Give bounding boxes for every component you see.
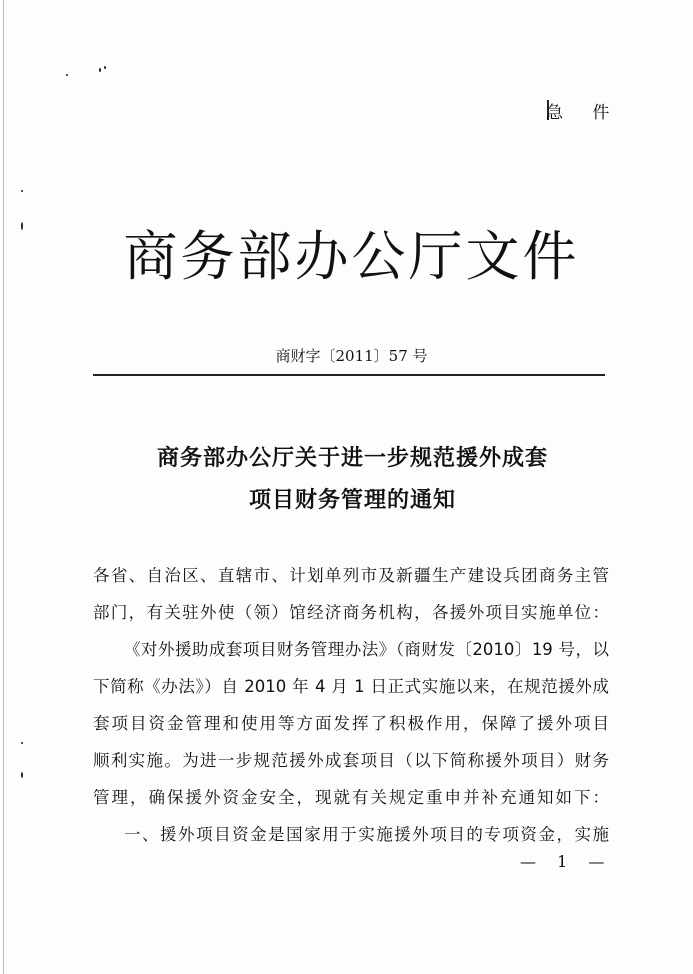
body-line: 顺利实施。为进一步规范援外成套项目（以下简称援外项目）财务 (93, 751, 609, 770)
body-line: 下简称《办法》）自 2010 年 4 月 1 日正式实施以来，在规范援外成 (93, 677, 609, 696)
body-line: 《对外援助成套项目财务管理办法》（商财发〔2010〕19 号，以 (124, 640, 609, 659)
issuing-authority-title: 商务部办公厅文件 (123, 225, 580, 288)
scan-speck (21, 772, 23, 778)
page-number: — 1 — (520, 852, 613, 871)
body-line: 部门，有关驻外使（领）馆经济商务机构，各援外项目实施单位： (93, 603, 609, 622)
document-number: 商财字〔2011〕57 号 (275, 347, 428, 365)
subject-line: 项目财务管理的通知 (248, 487, 456, 513)
header-divider (93, 374, 605, 376)
scan-speck (99, 68, 101, 72)
scan-speck (104, 66, 106, 69)
body-line: 管理，确保援外资金安全，现就有关规定重申并补充通知如下： (93, 788, 609, 807)
urgency-label: 急 件 (546, 103, 622, 123)
body-line: 套项目资金管理和使用等方面发挥了积极作用，保障了援外项目 (93, 714, 609, 733)
subject-line: 商务部办公厅关于进一步规范援外成套 (156, 445, 548, 471)
scan-speck (66, 74, 68, 76)
scan-speck (21, 190, 23, 192)
scan-speck (21, 742, 23, 744)
body-line: 一、援外项目资金是国家用于实施援外项目的专项资金，实施 (124, 825, 609, 844)
body-line: 各省、自治区、直辖市、计划单列市及新疆生产建设兵团商务主管 (93, 566, 609, 585)
